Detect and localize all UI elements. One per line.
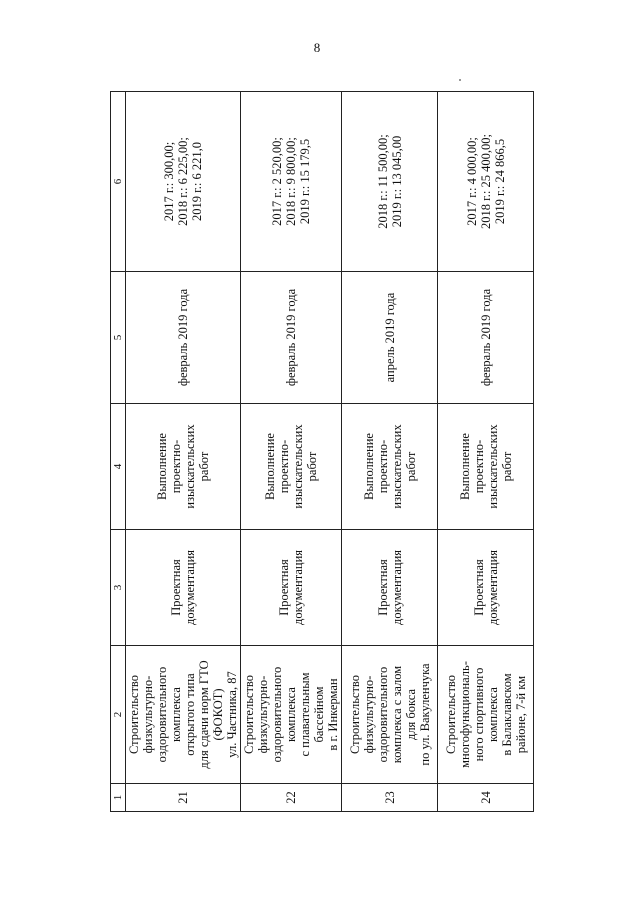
header-cell: 4 — [111, 404, 126, 530]
row-number-cell: 23 — [342, 784, 438, 812]
row-number-cell: 21 — [126, 784, 241, 812]
document-line: документация — [183, 549, 197, 626]
header-row — [111, 92, 126, 812]
object-name-line: в Балаклавском — [499, 673, 514, 756]
work-line: изыскательских — [485, 424, 500, 509]
object-name-line: комплекса — [284, 687, 298, 742]
funding-line: 2019 г.: 6 221,0 — [190, 141, 204, 222]
object-name-line: оздоровительного — [270, 666, 284, 763]
document-line: Проектная — [169, 559, 183, 616]
work-line: изыскательских — [183, 424, 197, 509]
object-name-line: Строительство — [347, 675, 362, 755]
work-line: изыскательских — [389, 424, 404, 509]
document-cell — [438, 530, 534, 646]
funding-cell — [241, 92, 342, 272]
object-name-line: в г. Инкерман — [326, 678, 340, 751]
object-name-line: Строительство — [242, 675, 256, 755]
funding-cell — [342, 92, 438, 272]
scan-speck — [459, 79, 461, 81]
work-line: работ — [305, 451, 319, 482]
deadline-cell: февраль 2019 года — [438, 272, 534, 404]
funding-line: 2018 г.: 25 400,00; — [478, 133, 493, 230]
header-cell: 2 — [111, 646, 126, 784]
document-cell — [241, 530, 342, 646]
document-line: документация — [389, 549, 404, 626]
document-line: Проектная — [471, 559, 486, 616]
object-name-line: районе, 7-й км — [513, 675, 528, 754]
funding-line: 2018 г.: 9 800,00; — [284, 137, 298, 226]
table-row — [126, 92, 241, 812]
funding-line: 2017 г.: 300,00; — [162, 141, 176, 222]
deadline-cell: февраль 2019 года — [241, 272, 342, 404]
header-cell: 1 — [111, 784, 126, 812]
table-row — [241, 92, 342, 812]
object-name-cell — [126, 646, 241, 784]
work-line: работ — [197, 451, 211, 482]
header-cell: 3 — [111, 530, 126, 646]
object-name-cell — [241, 646, 342, 784]
work-line: Выполнение — [263, 433, 277, 500]
work-line: проектно- — [471, 439, 486, 494]
table-row — [342, 92, 438, 812]
object-name-line: комплекса — [169, 687, 183, 742]
document-line: документация — [485, 549, 500, 626]
object-name-line: с плавательным — [298, 672, 312, 757]
deadline-cell: апрель 2019 года — [342, 272, 438, 404]
projects-table-grid — [110, 91, 534, 812]
object-name-line: оздоровительного — [375, 666, 390, 763]
object-name-line: физкультурно- — [256, 675, 270, 754]
object-name-line: бассейном — [312, 686, 326, 743]
work-line: проектно- — [169, 439, 183, 494]
row-number-cell: 22 — [241, 784, 342, 812]
object-name-line: (ФОКОТ) — [211, 688, 225, 741]
work-cell — [126, 404, 241, 530]
document-line: Проектная — [277, 559, 291, 616]
work-line: Выполнение — [155, 433, 169, 500]
work-cell — [241, 404, 342, 530]
funding-line: 2017 г.: 2 520,00; — [270, 137, 284, 226]
work-cell — [342, 404, 438, 530]
funding-cell — [438, 92, 534, 272]
object-name-line: многофункциональ- — [457, 661, 472, 768]
document-line: документация — [291, 549, 305, 626]
funding-line: 2019 г.: 15 179,5 — [298, 138, 312, 225]
object-name-line: Строительство — [127, 675, 141, 755]
funding-line: 2017 г.: 4 000,00; — [464, 137, 479, 226]
document-cell — [126, 530, 241, 646]
work-line: работ — [499, 451, 514, 482]
object-name-cell — [342, 646, 438, 784]
projects-table — [110, 92, 528, 812]
row-number-cell: 24 — [438, 784, 534, 812]
document-cell — [342, 530, 438, 646]
page-number: 8 — [313, 40, 321, 55]
funding-cell — [126, 92, 241, 272]
work-line: Выполнение — [457, 433, 472, 500]
work-line: проектно- — [375, 439, 390, 494]
work-line: изыскательских — [291, 424, 305, 509]
deadline-cell: февраль 2019 года — [126, 272, 241, 404]
header-cell: 5 — [111, 272, 126, 404]
work-line: работ — [403, 451, 418, 482]
object-name-line: для сдачи норм ГТО — [197, 660, 211, 769]
object-name-cell — [438, 646, 534, 784]
work-line: проектно- — [277, 439, 291, 494]
funding-line: 2019 г.: 24 866,5 — [492, 138, 507, 225]
object-name-line: Строительство — [443, 675, 458, 755]
object-name-line: комплекса — [485, 687, 500, 742]
object-name-line: комплекса с залом — [389, 665, 404, 764]
table-row — [438, 92, 534, 812]
object-name-line: физкультурно- — [361, 675, 376, 754]
header-cell: 6 — [111, 92, 126, 272]
funding-line: 2018 г.: 11 500,00; — [375, 134, 390, 229]
work-cell — [438, 404, 534, 530]
object-name-line: открытого типа — [183, 673, 197, 756]
work-line: Выполнение — [361, 433, 376, 500]
object-name-line: ул. Частника, 87 — [225, 671, 239, 758]
object-name-line: ного спортивного — [471, 667, 486, 762]
document-line: Проектная — [375, 559, 390, 616]
object-name-line: для бокса — [403, 688, 418, 741]
table-rotation-frame — [110, 92, 528, 812]
funding-line: 2019 г.: 13 045,00 — [389, 135, 404, 228]
object-name-line: физкультурно- — [141, 675, 155, 754]
object-name-line: по ул. Вакуленчука — [417, 663, 432, 766]
object-name-line: оздоровительного — [155, 666, 169, 763]
funding-line: 2018 г.: 6 225,00; — [176, 137, 190, 226]
